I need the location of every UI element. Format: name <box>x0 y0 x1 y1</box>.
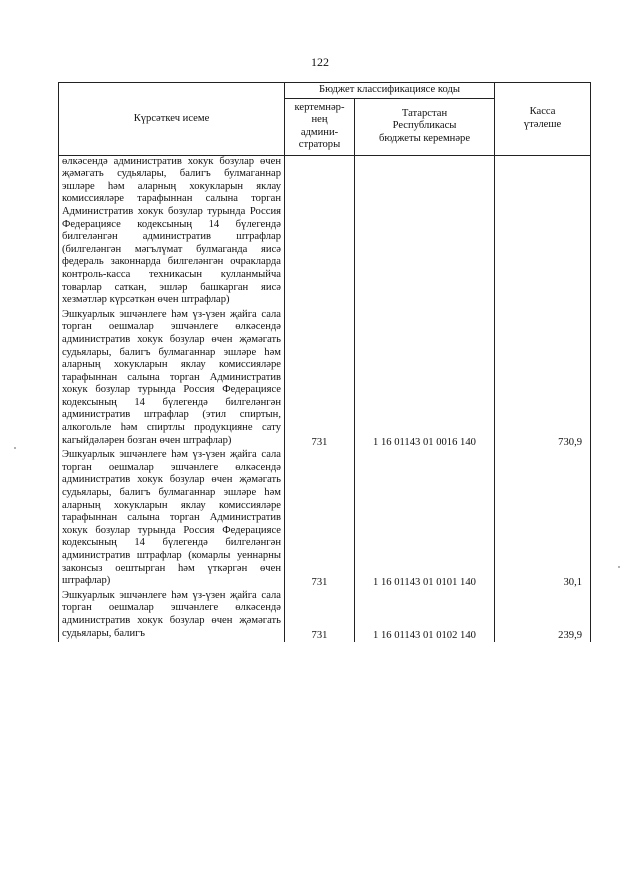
row-indicator-name <box>59 309 285 450</box>
header-budget-classification-code: Бюджет классификациясе коды <box>285 83 495 99</box>
indicator-text: Эшкуарлык эшчәнлеге һәм үз-үзен җайга сала торган оешмалар эшчәнлеге өлкәсендә административ хокук бозулар өчен җәмәгать судьялары, балигъ <box>62 589 281 639</box>
page-number: 122 <box>311 55 329 69</box>
row-indicator-name <box>59 590 285 642</box>
row-cash-execution-amount: 30,1 <box>495 449 591 590</box>
row-indicator-name <box>59 155 285 309</box>
row-administrator-code: 731 <box>285 449 355 590</box>
row-budget-revenue-code: 1 16 01143 01 0016 140 <box>355 309 495 450</box>
header-cash-execution: Касса үтәлеше <box>495 83 591 156</box>
table-row <box>59 590 591 642</box>
row-cash-execution-amount: 239,9 <box>495 590 591 642</box>
scan-speck <box>618 566 620 568</box>
scan-speck <box>14 447 16 449</box>
table-body <box>59 155 591 642</box>
table-row <box>59 309 591 450</box>
row-cash-execution-amount <box>495 155 591 309</box>
header-row-top <box>59 83 591 99</box>
row-budget-revenue-code: 1 16 01143 01 0101 140 <box>355 449 495 590</box>
table-row <box>59 449 591 590</box>
row-budget-revenue-code: 1 16 01143 01 0102 140 <box>355 590 495 642</box>
indicator-text: Эшкуарлык эшчәнлеге һәм үз-үзен җайга сала торган оешмалар эшчәнлеге өлкәсендә административ хокук бозулар өчен җәмәгать судьялары, балигъ булмаганнар эшләре һәм аларның хокукларын яклау комиссияләре тарафыннан салына торган Административ хокук бозулар турында Россия Федерациясе кодексының 14 бүлегендә билгеләнгән административ штрафлар (комарлы уеннарны законсыз оештырган һәм үткәргән өчен штрафлар) <box>62 449 281 587</box>
row-indicator-name <box>59 449 285 590</box>
table-row <box>59 155 591 309</box>
row-administrator-code <box>285 155 355 309</box>
row-administrator-code: 731 <box>285 590 355 642</box>
indicator-text: Эшкуарлык эшчәнлеге һәм үз-үзен җайга сала торган оешмалар эшчәнлеге өлкәсендә административ хокук бозулар өчен җәмәгать судьялары, балигъ булмаганнар эшләре һәм аларның хокукларын яклау комиссияләре тарафыннан салына торган Административ хокук бозулар турында Россия Федерациясе кодексының 14 бүлегендә билгеләнгән административ штрафлар (этил спиртын, алкогольле һәм спиртлы продукцияне сату кагыйдәләрен бозган өчен штрафлар) <box>62 308 281 446</box>
header-budget-revenues: Татарстан Республикасы бюджеты керемнәре <box>355 98 495 155</box>
header-revenue-administrators: кертемнәр- нең админи- страторы <box>285 98 355 155</box>
row-cash-execution-amount: 730,9 <box>495 309 591 450</box>
header-indicator-name: Күрсәткеч исеме <box>59 83 285 156</box>
row-budget-revenue-code <box>355 155 495 309</box>
indicator-text: өлкәсендә административ хокук бозулар өчен җәмәгать судьялары, балигъ булмаганнар эшләре һәм аларның хокукларын яклау комиссияләре тарафыннан салына торган Административ хокук бозулар турында Россия Федерациясе кодексының 14 бүлегендә билгеләнгән административ штрафлар (билгеләнгән мәгълүмат булмаганда яисә федераль законнарда билгеләнгән очракларда контроль-касса техникасын кулланмыйча товарлар саткан, эшләр башкарган яисә хезмәтләр күрсәткән өчен штрафлар) <box>62 155 281 306</box>
budget-revenue-table <box>58 82 591 642</box>
row-administrator-code: 731 <box>285 309 355 450</box>
